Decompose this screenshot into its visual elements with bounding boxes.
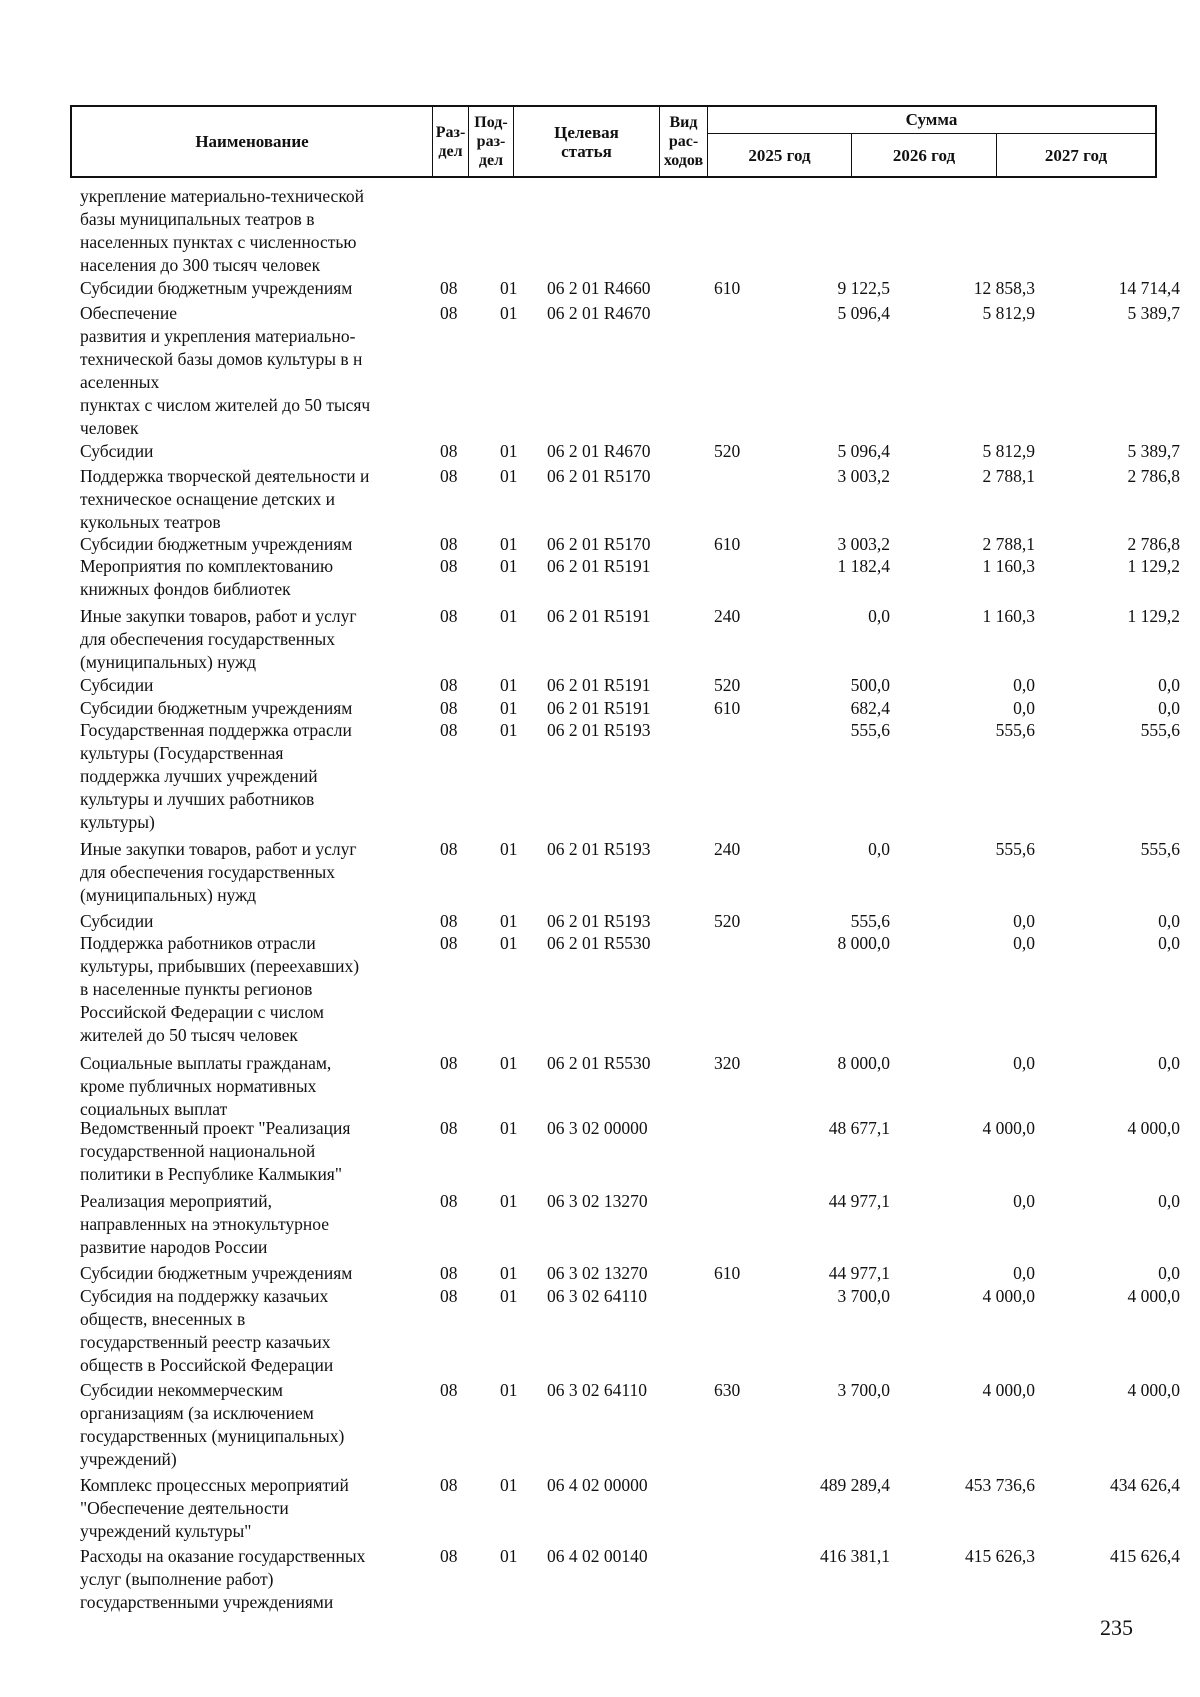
row-podrazdel: 01 [500, 933, 518, 953]
row-vid-raskhodov: 610 [714, 278, 741, 298]
row-celevaya-statya: 06 3 02 13270 [547, 1191, 648, 1211]
row-sum-2026: 0,0 [1013, 698, 1035, 718]
row-celevaya-statya: 06 2 01 R5193 [547, 839, 651, 859]
header-razdel: Раз- дел [433, 107, 469, 176]
row-razdel: 08 [440, 675, 458, 695]
row-celevaya-statya: 06 3 02 00000 [547, 1118, 648, 1138]
row-sum-2026: 2 788,1 [982, 466, 1035, 486]
row-name: Субсидии бюджетным учреждениям [80, 278, 353, 298]
header-celevaya-statya: Целевая статья [514, 107, 660, 176]
row-vid-raskhodov: 610 [714, 534, 741, 554]
row-name: Иные закупки товаров, работ и услуг для обеспечения государственных (муниципальных) нужд [80, 839, 357, 905]
row-sum-2026: 0,0 [1013, 933, 1035, 953]
row-sum-2026: 0,0 [1013, 1053, 1035, 1073]
row-sum-2027: 555,6 [1140, 720, 1180, 740]
row-razdel: 08 [440, 534, 458, 554]
row-sum-2025: 48 677,1 [828, 1118, 890, 1138]
row-celevaya-statya: 06 2 01 R5191 [547, 606, 651, 626]
row-celevaya-statya: 06 2 01 R4660 [547, 278, 651, 298]
row-name: Государственная поддержка отрасли культуры (Государственная поддержка лучших учреждений культуры и лучших работников культуры) [80, 720, 352, 832]
row-sum-2027: 0,0 [1158, 698, 1180, 718]
header-2026: 2026 год [852, 133, 997, 178]
row-sum-2025: 8 000,0 [837, 1053, 890, 1073]
row-name: Расходы на оказание государственных услуг (выполнение работ) государственными учреждениями [80, 1546, 366, 1612]
row-sum-2026: 0,0 [1013, 675, 1035, 695]
row-vid-raskhodov: 520 [714, 675, 741, 695]
row-name: Поддержка творческой деятельности и техническое оснащение детских и кукольных театров [80, 466, 370, 532]
row-podrazdel: 01 [500, 1380, 518, 1400]
row-sum-2026: 0,0 [1013, 911, 1035, 931]
row-podrazdel: 01 [500, 1118, 518, 1138]
row-sum-2027: 555,6 [1140, 839, 1180, 859]
row-vid-raskhodov: 610 [714, 1263, 741, 1283]
row-podrazdel: 01 [500, 911, 518, 931]
row-name: Субсидии некоммерческим организациям (за исключением государственных (муниципальных) учреждений) [80, 1380, 345, 1469]
header-vid-raskhodov: Вид рас- ходов [660, 107, 708, 176]
row-sum-2027: 415 626,4 [1110, 1546, 1180, 1566]
row-razdel: 08 [440, 1286, 458, 1306]
row-podrazdel: 01 [500, 1053, 518, 1073]
row-podrazdel: 01 [500, 441, 518, 461]
row-razdel: 08 [440, 911, 458, 931]
row-sum-2025: 44 977,1 [828, 1263, 890, 1283]
row-sum-2026: 2 788,1 [982, 534, 1035, 554]
row-name: Ведомственный проект "Реализация государственной национальной политики в Республике Калмыкия" [80, 1118, 351, 1184]
row-name: укрепление материально-технической базы муниципальных театров в населенных пунктах с численностью населения до 300 тысяч человек [80, 186, 365, 275]
row-sum-2026: 5 812,9 [982, 441, 1035, 461]
header-2027: 2027 год [1044, 145, 1108, 165]
row-celevaya-statya: 06 2 01 R5170 [547, 534, 651, 554]
row-sum-2027: 0,0 [1158, 933, 1180, 953]
row-podrazdel: 01 [500, 1191, 518, 1211]
row-sum-2027: 0,0 [1158, 911, 1180, 931]
row-sum-2025: 44 977,1 [828, 1191, 890, 1211]
row-podrazdel: 01 [500, 466, 518, 486]
row-sum-2025: 3 003,2 [837, 466, 890, 486]
row-sum-2026: 0,0 [1013, 1263, 1035, 1283]
row-celevaya-statya: 06 2 01 R5530 [547, 1053, 651, 1073]
row-podrazdel: 01 [500, 675, 518, 695]
row-sum-2026: 453 736,6 [965, 1475, 1035, 1495]
row-podrazdel: 01 [500, 1475, 518, 1495]
header-2025: 2025 год [708, 133, 852, 178]
row-sum-2026: 555,6 [995, 839, 1035, 859]
row-sum-2027: 4 000,0 [1127, 1118, 1180, 1138]
row-celevaya-statya: 06 4 02 00140 [547, 1546, 648, 1566]
row-sum-2025: 416 381,1 [820, 1546, 890, 1566]
row-celevaya-statya: 06 2 01 R5193 [547, 720, 651, 740]
row-celevaya-statya: 06 2 01 R4670 [547, 441, 651, 461]
row-razdel: 08 [440, 698, 458, 718]
row-celevaya-statya: 06 2 01 R4670 [547, 303, 651, 323]
row-sum-2026: 4 000,0 [982, 1380, 1035, 1400]
row-sum-2025: 3 700,0 [837, 1380, 890, 1400]
row-sum-2025: 5 096,4 [837, 303, 890, 323]
row-podrazdel: 01 [500, 698, 518, 718]
row-razdel: 08 [440, 1053, 458, 1073]
row-sum-2025: 1 182,4 [837, 556, 890, 576]
row-name: Комплекс процессных мероприятий "Обеспечение деятельности учреждений культуры" [80, 1475, 349, 1541]
row-sum-2027: 0,0 [1158, 1053, 1180, 1073]
row-celevaya-statya: 06 2 01 R5191 [547, 698, 651, 718]
row-celevaya-statya: 06 3 02 64110 [547, 1380, 647, 1400]
row-celevaya-statya: 06 4 02 00000 [547, 1475, 648, 1495]
row-sum-2025: 555,6 [850, 720, 890, 740]
row-name: Обеспечение развития и укрепления материально- технической базы домов культуры в н аселенных пунктах с числом жителей до 50 тысяч человек [80, 303, 371, 438]
page-number: 235 [1100, 1615, 1133, 1640]
row-sum-2026: 4 000,0 [982, 1286, 1035, 1306]
row-sum-2025: 5 096,4 [837, 441, 890, 461]
row-sum-2027: 0,0 [1158, 1263, 1180, 1283]
row-sum-2027: 2 786,8 [1127, 534, 1180, 554]
row-sum-2026: 4 000,0 [982, 1118, 1035, 1138]
row-sum-2025: 489 289,4 [820, 1475, 890, 1495]
row-sum-2026: 415 626,3 [965, 1546, 1035, 1566]
row-razdel: 08 [440, 933, 458, 953]
row-podrazdel: 01 [500, 534, 518, 554]
row-name: Социальные выплаты гражданам, кроме публичных нормативных социальных выплат [80, 1053, 332, 1119]
row-sum-2027: 5 389,7 [1127, 303, 1180, 323]
row-sum-2027: 1 129,2 [1127, 556, 1180, 576]
row-name: Субсидии [80, 675, 154, 695]
row-razdel: 08 [440, 1263, 458, 1283]
row-sum-2025: 3 700,0 [837, 1286, 890, 1306]
row-sum-2025: 8 000,0 [837, 933, 890, 953]
row-vid-raskhodov: 630 [714, 1380, 741, 1400]
row-podrazdel: 01 [500, 606, 518, 626]
row-sum-2027: 5 389,7 [1127, 441, 1180, 461]
row-celevaya-statya: 06 3 02 64110 [547, 1286, 647, 1306]
row-razdel: 08 [440, 303, 458, 323]
row-sum-2027: 0,0 [1158, 1191, 1180, 1211]
row-celevaya-statya: 06 2 01 R5530 [547, 933, 651, 953]
row-sum-2026: 1 160,3 [982, 556, 1035, 576]
row-razdel: 08 [440, 556, 458, 576]
row-razdel: 08 [440, 466, 458, 486]
row-vid-raskhodov: 610 [714, 698, 741, 718]
row-razdel: 08 [440, 720, 458, 740]
row-sum-2027: 0,0 [1158, 675, 1180, 695]
row-sum-2025: 682,4 [850, 698, 890, 718]
row-name: Поддержка работников отрасли культуры, прибывших (переехавших) в населенные пункты регионов Российской Федерации с числом жителей до 50 тысяч человек [80, 933, 360, 1045]
row-sum-2025: 3 003,2 [837, 534, 890, 554]
row-podrazdel: 01 [500, 303, 518, 323]
row-sum-2027: 14 714,4 [1118, 278, 1180, 298]
header-podrazdel: Под- раз- дел [469, 107, 514, 176]
row-name: Субсидии [80, 911, 154, 931]
row-podrazdel: 01 [500, 278, 518, 298]
row-podrazdel: 01 [500, 720, 518, 740]
row-razdel: 08 [440, 1191, 458, 1211]
row-celevaya-statya: 06 2 01 R5191 [547, 675, 651, 695]
row-sum-2026: 12 858,3 [973, 278, 1035, 298]
row-sum-2026: 0,0 [1013, 1191, 1035, 1211]
row-name: Мероприятия по комплектованию книжных фондов библиотек [80, 556, 334, 599]
row-razdel: 08 [440, 278, 458, 298]
row-podrazdel: 01 [500, 1263, 518, 1283]
row-vid-raskhodov: 520 [714, 441, 741, 461]
row-name: Субсидии бюджетным учреждениям [80, 1263, 353, 1283]
row-sum-2025: 9 122,5 [837, 278, 890, 298]
row-name: Субсидии [80, 441, 154, 461]
row-vid-raskhodov: 520 [714, 911, 741, 931]
row-name: Субсидия на поддержку казачьих обществ, внесенных в государственный реестр казачьих обществ в Российской Федерации [80, 1286, 334, 1375]
row-podrazdel: 01 [500, 556, 518, 576]
row-podrazdel: 01 [500, 1286, 518, 1306]
header-name: Наименование [72, 107, 433, 176]
row-name: Субсидии бюджетным учреждениям [80, 534, 353, 554]
row-razdel: 08 [440, 1118, 458, 1138]
row-name: Субсидии бюджетным учреждениям [80, 698, 353, 718]
row-sum-2025: 0,0 [868, 839, 890, 859]
row-vid-raskhodov: 320 [714, 1053, 741, 1073]
row-sum-2027: 4 000,0 [1127, 1380, 1180, 1400]
row-podrazdel: 01 [500, 1546, 518, 1566]
row-celevaya-statya: 06 2 01 R5170 [547, 466, 651, 486]
row-sum-2026: 5 812,9 [982, 303, 1035, 323]
row-name: Реализация мероприятий, направленных на этнокультурное развитие народов России [80, 1191, 330, 1257]
row-sum-2026: 555,6 [995, 720, 1035, 740]
row-vid-raskhodov: 240 [714, 606, 741, 626]
row-sum-2027: 434 626,4 [1110, 1475, 1180, 1495]
row-sum-2025: 0,0 [868, 606, 890, 626]
row-vid-raskhodov: 240 [714, 839, 741, 859]
header-summa: Сумма [708, 107, 1155, 134]
row-razdel: 08 [440, 1475, 458, 1495]
row-podrazdel: 01 [500, 839, 518, 859]
row-sum-2027: 4 000,0 [1127, 1286, 1180, 1306]
row-celevaya-statya: 06 2 01 R5191 [547, 556, 651, 576]
row-razdel: 08 [440, 1546, 458, 1566]
row-razdel: 08 [440, 839, 458, 859]
row-celevaya-statya: 06 2 01 R5193 [547, 911, 651, 931]
row-sum-2026: 1 160,3 [982, 606, 1035, 626]
row-name: Иные закупки товаров, работ и услуг для обеспечения государственных (муниципальных) нужд [80, 606, 357, 672]
row-sum-2025: 500,0 [850, 675, 890, 695]
row-razdel: 08 [440, 1380, 458, 1400]
row-razdel: 08 [440, 441, 458, 461]
row-sum-2025: 555,6 [850, 911, 890, 931]
row-sum-2027: 2 786,8 [1127, 466, 1180, 486]
row-sum-2027: 1 129,2 [1127, 606, 1180, 626]
row-razdel: 08 [440, 606, 458, 626]
row-celevaya-statya: 06 3 02 13270 [547, 1263, 648, 1283]
